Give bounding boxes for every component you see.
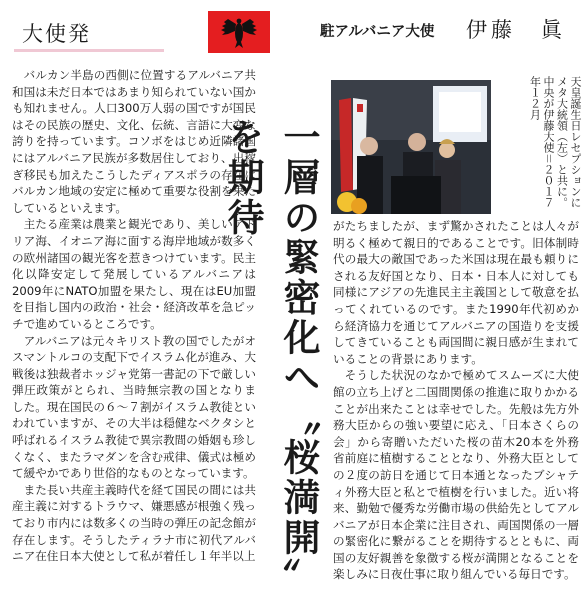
paragraph: バルカン半島の西側に位置するアルバニア共和国は未だ日本ではあまり知られていない国かも知れません。人口300万人弱の国ですが国民はその民族の歴史、文化、伝統、言語に大変な誇りを持っています。コソボをはじめ近隣諸国にはアルバニア民族が多数居住しており、出稼ぎ移民も加えたこうしたディアスポラの存在はバルカン地域の安定に極めて重要な役割を果たしているといえます。 — [12, 68, 256, 215]
article-column-right — [333, 218, 579, 598]
albania-flag-icon — [208, 11, 270, 53]
paragraph: そうした状況のなかで極めてスムーズに大使館の立ち上げと二国間関係の推進に取りかかることが出来たことは幸せでした。先般は先方外務大臣からの強い要望に応え、「日本さくらの会」から寄贈いただいた桜の苗木20本を外務省前庭に植樹することとなり、外務大臣としての２度の訪日を通じて日本通となったブシャティ外務大臣と私とで植樹を行いました。近い将来、勤勉で優秀な労働市場の供給先としてアルバニアが日本企業に注目され、両国関係の一層の緊密化に繋がることを期待するとともに、両国の友好親善を象徴する桜が満開となることを楽しみに日夜仕事に取り組んでいる毎日です。 — [333, 368, 579, 582]
photo-caption: 天皇誕生日レセプションにメタ大統領（左）と共に。中央が伊藤大使＝２０１７年１２月 — [528, 76, 582, 208]
title-underline — [14, 49, 164, 52]
headline: 一層の緊密化へ〝桜満開〟を期待 — [221, 118, 320, 580]
paragraph: がたちましたが、まず驚かされたことは人々が明るく極めて親日的であることです。旧体制時代の最大の敵国であった米国は現在最も頼りにされる友好国となり、日本・日本人に対しても同様にアジアの先進民主主義国として敬意を払ってくれているのです。また1990年代初めから経済協力を通じてアルバニアの国造りを支援してきていることも両国間に親日感が生まれていることの背景にあります。 — [333, 219, 579, 366]
author-role: 駐アルバニア大使 — [320, 24, 435, 40]
author-name: 伊藤 眞 — [466, 18, 566, 42]
paragraph: また長い共産主義時代を経て国民の間には共産主義に対するトラウマ、嫌悪感が根強く残っており市内には数多くの当時の弾圧の記念館が存在します。そうしたティラナ市に初代アルバニア在住日本大使として私が着任し１年半以上 — [12, 482, 256, 564]
reception-photo — [331, 80, 491, 214]
article-header — [0, 0, 585, 62]
section-title: 大使発 — [22, 22, 91, 46]
paragraph: 主たる産業は農業と観光であり、美しいアドリア海、イオニア海に面する海岸地域が数多くの欧州諸国の観光客を惹きつけています。民主化以降安定して発展しているアルバニアは2009年にNATO加盟を果たし、現在はEU加盟を目指し国内の政治・社会・経済改革を急ピッチで進めているところです。 — [12, 217, 256, 331]
paragraph: アルバニアは元々キリスト教の国でしたがオスマントルコの支配下でイスラム化が進み、大戦後は独裁者ホッジャ党第一書記の下で厳しい弾圧政策がとられ、当時無宗教の国となりました。現在国民の６〜７割がイスラム教徒といわれていますが、その大半は穏健なベクタシと呼ばれるイスラム教徒で異宗教間の婚姻も珍しくなく、またラマダンを含む戒律、儀式は極めて緩やかであり世俗的なものとなっています。 — [12, 333, 256, 481]
